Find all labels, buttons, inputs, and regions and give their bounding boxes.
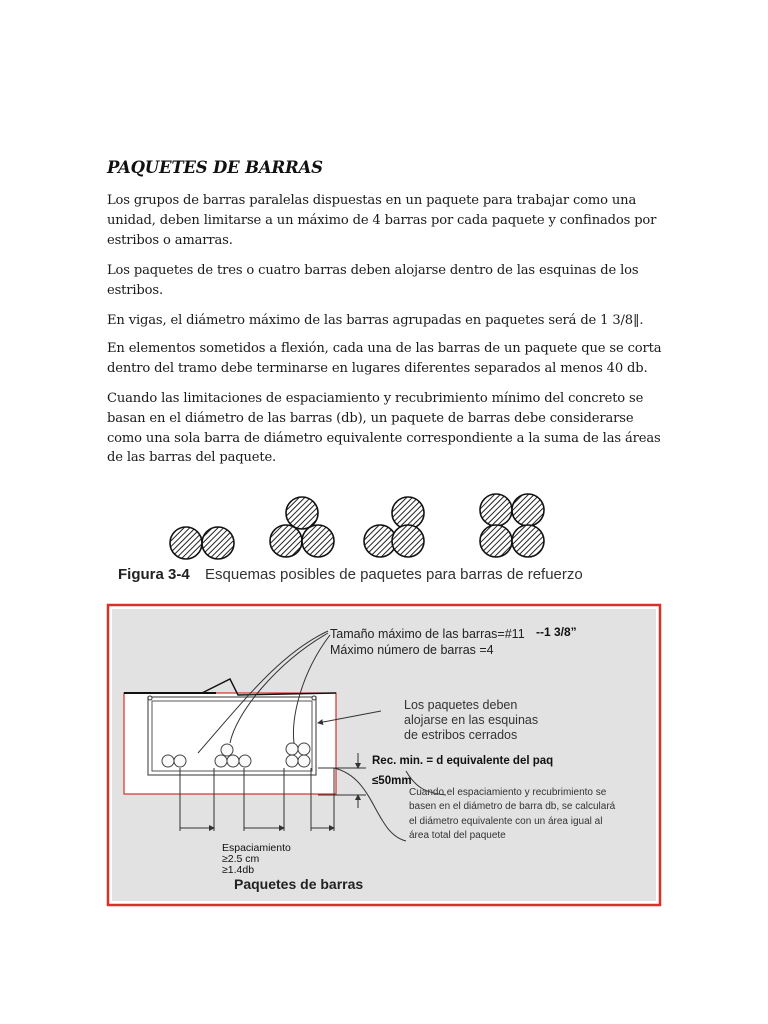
rec-min-label: Rec. min. = d equivalente del paq: [372, 755, 554, 767]
rec-max-label: ≤50mm: [372, 775, 412, 787]
spacing-min-cm: ≥2.5 cm: [222, 853, 260, 865]
spacing-min-db: ≥1.4db: [222, 864, 255, 876]
figure1-caption: Esquemas posibles de paquetes para barras de refuerzo: [205, 566, 583, 583]
max-size-extra-label: --1 3/8”: [536, 625, 577, 639]
paragraph-cutoff: En elementos sometidos a flexión, cada una de las barras de un paquete que se corta dentro del tramo debe terminarse en lugares diferentes separados al menos 40 db.: [107, 341, 662, 376]
bundle-detail-figure: [106, 603, 662, 907]
spacing-label: Espaciamiento: [222, 842, 291, 854]
note-line-1: Cuando el espaciamiento y recubrimiento se: [409, 787, 607, 798]
paragraph-equivalent-diameter: Cuando las limitaciones de espaciamiento y recubrimiento mínimo del concreto se basan en el diámetro de las barras (db), un paquete de barras debe considerarse como una sola barra de diámetro equivalente correspondiente a la suma de las áreas de las barras del paquete.: [107, 391, 661, 466]
bundle-four-bars: [480, 494, 544, 557]
paragraph-max-diameter: En vigas, el diámetro máximo de las barras agrupadas en paquetes será de 1 3/8‖.: [107, 313, 644, 328]
figure2-title: Paquetes de barras: [234, 876, 364, 892]
max-size-label: Tamaño máximo de las barras=#11: [330, 627, 525, 641]
corners-label-line3: de estribos cerrados: [404, 728, 518, 742]
corners-label-line2: alojarse en las esquinas: [404, 713, 539, 727]
note-line-2: basen en el diámetro de barra db, se calculará: [409, 801, 616, 812]
max-number-label: Máximo número de barras =4: [330, 643, 494, 657]
bundle-schemes-figure: [110, 488, 610, 588]
beam-section: [124, 679, 336, 794]
paragraph-bundle-limits: Los grupos de barras paralelas dispuestas en un paquete para trabajar como una unidad, deben limitarse a un máximo de 4 barras por cada paquete y confinados por estribos o amarras.: [107, 193, 657, 248]
section-heading: PAQUETES DE BARRAS: [107, 158, 323, 177]
note-line-3: el diámetro equivalente con un área igual al: [409, 816, 603, 827]
paragraph-bundle-corners: Los paquetes de tres o cuatro barras deben alojarse dentro de las esquinas de los estribos.: [107, 263, 639, 298]
bundle-three-bars-up: [270, 497, 334, 557]
corners-label-line1: Los paquetes deben: [404, 698, 518, 712]
figure1-label: Figura 3-4: [118, 566, 190, 583]
note-line-4: área total del paquete: [409, 830, 506, 841]
bundle-two-bars: [170, 527, 234, 559]
bundle-three-bars-right: [364, 497, 424, 557]
